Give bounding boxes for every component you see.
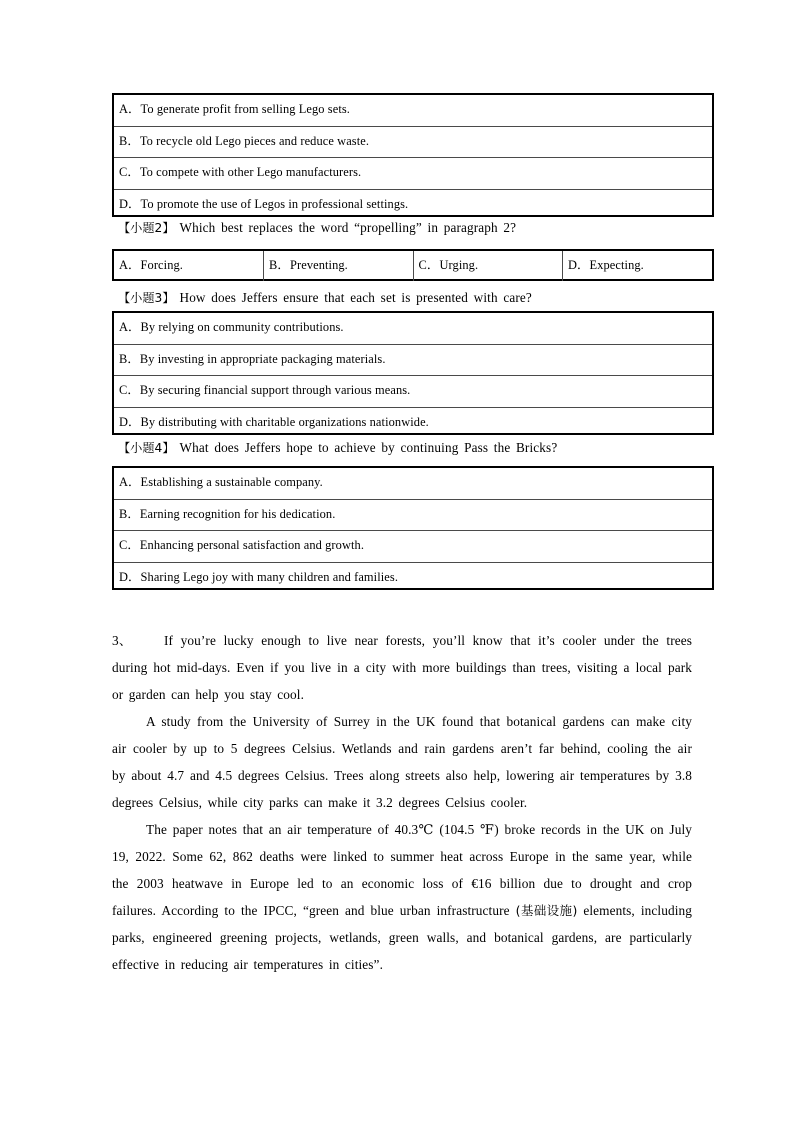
option-cell-b[interactable] — [264, 251, 414, 281]
question-4-prompt — [118, 440, 557, 455]
passage-paragraph-3 — [112, 816, 692, 978]
question-2-prompt — [118, 220, 516, 235]
table-row[interactable] — [114, 499, 712, 531]
passage-chinese-gloss: (基础设施) — [515, 903, 578, 918]
option-text-d: To promote the use of Legos in professional settings. — [140, 196, 409, 211]
option-cell-a[interactable] — [114, 313, 712, 344]
option-cell-d[interactable] — [114, 407, 712, 438]
option-label-d: D． — [568, 258, 590, 273]
option-label-c: C． — [119, 165, 140, 180]
option-text-c: To compete with other Lego manufacturers. — [139, 165, 362, 180]
option-text-c: By securing financial support through various means. — [139, 383, 411, 398]
question-3-options-table — [112, 311, 714, 435]
option-label-d: D． — [119, 414, 141, 429]
option-label-c: C． — [418, 258, 440, 273]
option-text-d: Expecting. — [589, 258, 644, 273]
option-text-b: Preventing. — [290, 258, 348, 273]
option-label-c: C． — [119, 383, 140, 398]
option-cell-b[interactable] — [114, 499, 712, 531]
table-row[interactable] — [114, 158, 712, 190]
option-cell-a[interactable] — [114, 468, 712, 499]
option-label-b: B． — [269, 258, 290, 273]
option-cell-b[interactable] — [114, 126, 712, 158]
option-text-b: By investing in appropriate packaging materials. — [139, 351, 386, 366]
question-2-options-table — [112, 249, 714, 281]
table-row[interactable] — [114, 376, 712, 408]
option-cell-d[interactable] — [114, 562, 712, 593]
reading-passage-3 — [112, 627, 692, 978]
option-text-c: Enhancing personal satisfaction and growth. — [139, 538, 365, 553]
question-4-options-table — [112, 466, 714, 590]
option-label-c: C． — [119, 538, 140, 553]
option-text-d: By distributing with charitable organizations nationwide. — [140, 414, 429, 429]
option-label-a: A． — [119, 475, 141, 490]
option-text-a: Establishing a sustainable company. — [140, 475, 323, 490]
option-label-d: D． — [119, 196, 141, 211]
option-label-b: B． — [119, 133, 140, 148]
option-cell-b[interactable] — [114, 344, 712, 376]
question-3-text: How does Jeffers ensure that each set is presented with care? — [179, 290, 532, 305]
table-row[interactable] — [114, 344, 712, 376]
table-row[interactable] — [114, 126, 712, 158]
option-text-c: Urging. — [439, 258, 479, 273]
question-3-marker: 【小题3】 — [118, 291, 175, 305]
option-label-a: A． — [119, 102, 141, 117]
option-cell-d[interactable] — [563, 251, 713, 281]
option-cell-c[interactable] — [114, 158, 712, 190]
table-row[interactable] — [114, 531, 712, 563]
option-cell-d[interactable] — [114, 189, 712, 220]
passage-paragraph-3-part1: The paper notes that an air temperature of 40.3℃ (104.5 ℉) broke records in the UK on July 19, 2022. Some 62, 862 deaths were linked to summer heat across Europe in the same year, while the 2003 heatwave in Europe led to an economic loss of €16 billion due to drought and crop failures. According to the IPCC, “green and blue urban infrastructure — [112, 822, 692, 918]
option-text-a: To generate profit from selling Lego sets. — [140, 102, 350, 117]
table-row[interactable] — [114, 189, 712, 220]
passage-paragraph-2: A study from the University of Surrey in the UK found that botanical gardens can make city air cooler by up to 5 degrees Celsius. Wetlands and rain gardens aren’t far behind, cooling the air by about 4.7 and 4.5 degrees Celsius. Trees along streets also help, lowering air temperatures by 3.8 degrees Celsius, while city parks can make it 3.2 degrees Celsius cooler. — [112, 714, 692, 810]
question-4-marker: 【小题4】 — [118, 441, 175, 455]
question-3-prompt — [118, 290, 532, 305]
option-text-b: To recycle old Lego pieces and reduce waste. — [139, 133, 370, 148]
option-cell-c[interactable] — [413, 251, 563, 281]
option-text-a: Forcing. — [140, 258, 183, 273]
option-text-a: By relying on community contributions. — [140, 320, 344, 335]
option-label-b: B． — [119, 506, 140, 521]
option-cell-a[interactable] — [114, 251, 264, 281]
question-2-marker: 【小题2】 — [118, 221, 175, 235]
question-2-text: Which best replaces the word “propelling” in paragraph 2? — [179, 220, 517, 235]
question-1-options-table — [112, 93, 714, 217]
option-cell-c[interactable] — [114, 376, 712, 408]
table-row[interactable] — [114, 468, 712, 499]
table-row[interactable] — [114, 313, 712, 344]
table-row[interactable] — [114, 251, 712, 281]
option-label-a: A． — [119, 320, 141, 335]
option-label-d: D． — [119, 569, 141, 584]
table-row[interactable] — [114, 562, 712, 593]
option-cell-c[interactable] — [114, 531, 712, 563]
option-label-a: A． — [119, 258, 141, 273]
passage-paragraph-3-part2: elements, including parks, engineered greening projects, wetlands, green walls, and botanical gardens, are particularly effective in reducing air temperatures in cities”. — [112, 903, 693, 972]
table-row[interactable] — [114, 407, 712, 438]
option-text-b: Earning recognition for his dedication. — [139, 506, 336, 521]
option-cell-a[interactable] — [114, 95, 712, 126]
passage-paragraph-1 — [112, 627, 692, 708]
option-label-b: B． — [119, 351, 140, 366]
passage-paragraph-1-text: If you’re lucky enough to live near forests, you’ll know that it’s cooler under the trees during hot mid-days. Even if you live in a city with more buildings than trees, visiting a local park or garden can help you stay cool. — [112, 633, 692, 702]
passage-number: 3、 — [112, 633, 133, 648]
option-text-d: Sharing Lego joy with many children and families. — [140, 569, 399, 584]
question-4-text: What does Jeffers hope to achieve by continuing Pass the Bricks? — [179, 440, 558, 455]
table-row[interactable] — [114, 95, 712, 126]
